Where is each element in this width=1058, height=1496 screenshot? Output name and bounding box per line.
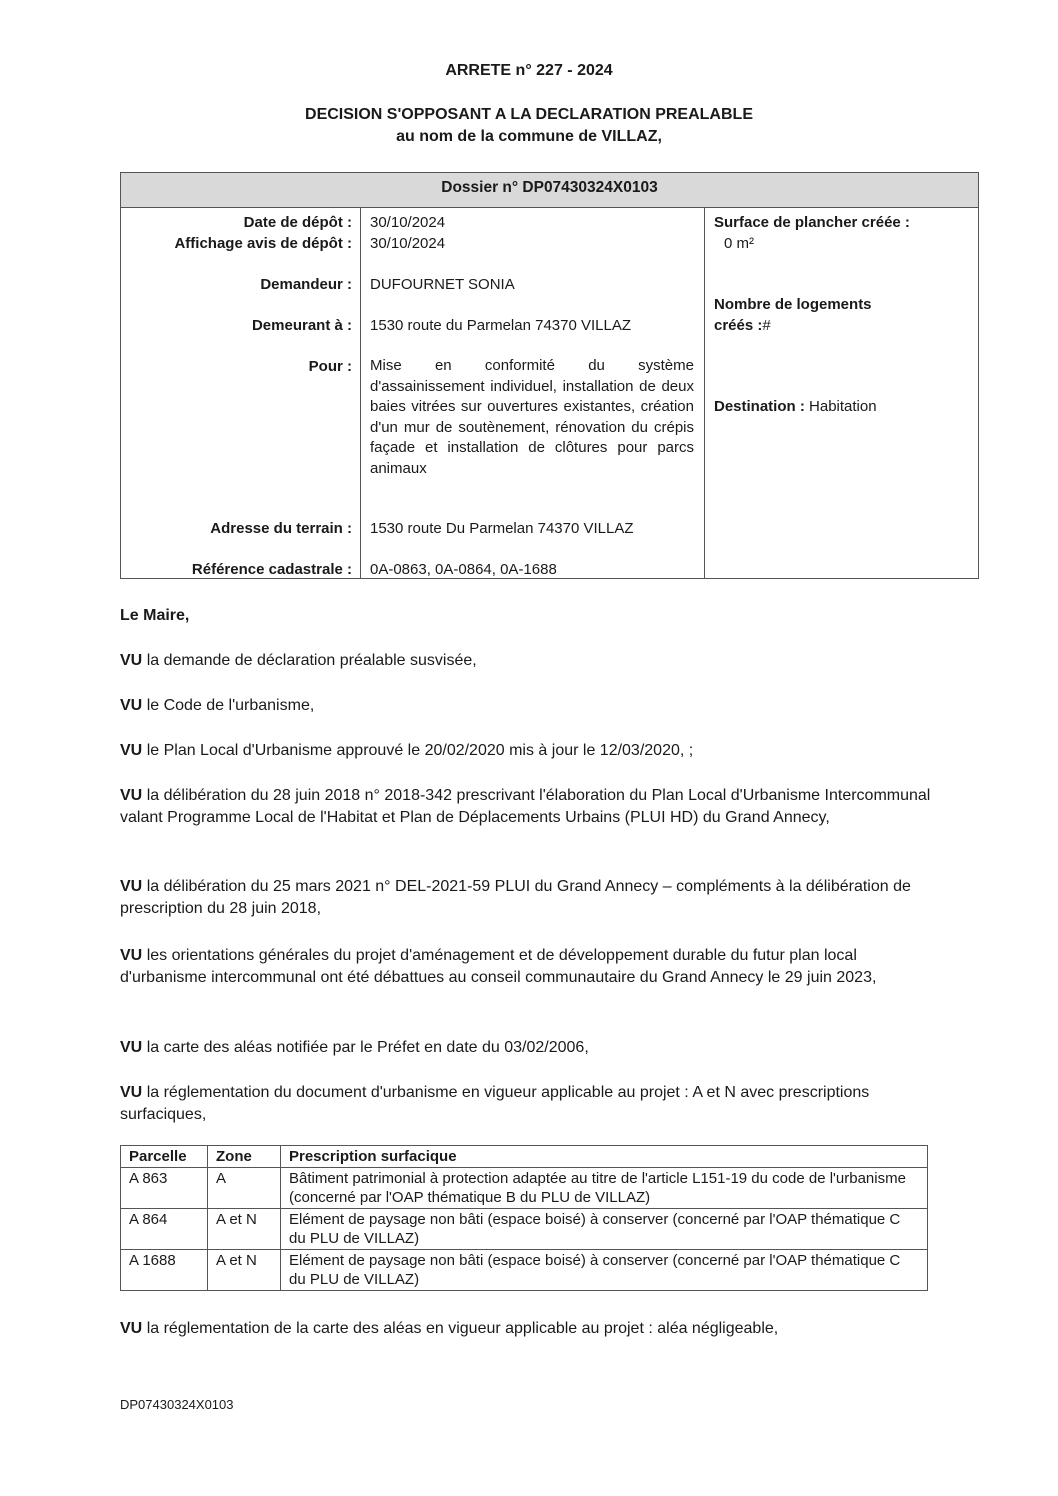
table-row [121, 1250, 928, 1291]
vu-paragraph [120, 1318, 932, 1340]
vu-keyword: VU [120, 1084, 143, 1101]
vu-keyword: VU [120, 1320, 143, 1337]
label-demeurant: Demeurant à : [251, 317, 352, 334]
vu-text: la carte des aléas notifiée par le Préfet en date du 03/02/2006, [146, 1039, 589, 1056]
vu-paragraph [120, 740, 932, 762]
table-cell: A et N [208, 1250, 281, 1291]
column-header: Zone [208, 1146, 281, 1168]
value-demeurant: 1530 route du Parmelan 74370 VILLAZ [370, 317, 632, 334]
vu-keyword: VU [120, 742, 143, 759]
label-date-depot: Date de dépôt : [243, 214, 352, 231]
table-row [121, 1209, 928, 1250]
vu-text: la délibération du 28 juin 2018 n° 2018-342 prescrivant l'élaboration du Plan Local d'Urbanisme Intercommunal valant Programme Local de l'Habitat et Plan de Déplacements Urbains (PLUI HD) du Grand Annecy, [120, 787, 931, 826]
footer-reference: DP07430324X0103 [120, 1397, 234, 1412]
table-cell: A 863 [121, 1168, 208, 1209]
vu-keyword: VU [120, 878, 143, 895]
vu-keyword: VU [120, 697, 143, 714]
vu-paragraph [120, 695, 932, 717]
vu-text: les orientations générales du projet d'aménagement et de développement durable du futur plan local d'urbanisme intercommunal ont été débattues au conseil communautaire du Grand Annecy le 29 juin 2023, [120, 947, 877, 986]
vu-keyword: VU [120, 787, 143, 804]
label-reference: Référence cadastrale : [191, 561, 352, 578]
table-cell: A 864 [121, 1209, 208, 1250]
vu-text: la réglementation de la carte des aléas en vigueur applicable au projet : aléa négligeable, [146, 1320, 779, 1337]
logements-label-line1: Nombre de logements [714, 296, 872, 313]
vu-paragraph [120, 1082, 932, 1126]
table-row [121, 1168, 928, 1209]
surface-value: 0 m² [724, 235, 754, 252]
vu-keyword: VU [120, 652, 143, 669]
vu-keyword: VU [120, 947, 143, 964]
column-header: Parcelle [121, 1146, 208, 1168]
destination-line [714, 398, 877, 415]
value-affichage: 30/10/2024 [370, 235, 446, 252]
logements-label-line2: créés : [714, 317, 763, 334]
maire-heading: Le Maire, [120, 607, 190, 624]
zones-table [120, 1145, 928, 1291]
vu-keyword: VU [120, 1039, 143, 1056]
vu-text: la délibération du 25 mars 2021 n° DEL-2021-59 PLUI du Grand Annecy – compléments à la délibération de prescription du 28 juin 2018, [120, 878, 911, 917]
value-demandeur: DUFOURNET SONIA [370, 276, 515, 293]
vu-paragraph [120, 650, 932, 672]
label-pour: Pour : [308, 358, 352, 375]
value-reference: 0A-0863, 0A-0864, 0A-1688 [370, 561, 557, 578]
table-header-row [121, 1146, 928, 1168]
table-cell: A et N [208, 1209, 281, 1250]
vu-paragraph [120, 945, 932, 989]
logements-line2 [714, 317, 771, 334]
destination-label: Destination : [714, 398, 805, 415]
table-cell: A [208, 1168, 281, 1209]
table-cell: Elément de paysage non bâti (espace boisé) à conserver (concerné par l'OAP thématique C du PLU de VILLAZ) [281, 1209, 928, 1250]
column-header: Prescription surfacique [281, 1146, 928, 1168]
commune-subtitle: au nom de la commune de VILLAZ, [396, 128, 662, 145]
vu-paragraph [120, 876, 932, 920]
value-pour: Mise en conformité du système d'assainissement individuel, installation de deux baies vitrées sur ouvertures existantes, création d'un mur de soutènement, rénovation du crépis façade et installation de clôtures pour parcs animaux [370, 357, 694, 477]
destination-value: Habitation [809, 398, 877, 415]
dossier-heading: Dossier n° DP07430324X0103 [121, 173, 978, 208]
vu-text: la réglementation du document d'urbanisme en vigueur applicable au projet : A et N avec prescriptions surfaciques, [120, 1084, 870, 1123]
table-cell: Bâtiment patrimonial à protection adaptée au titre de l'article L151-19 du code de l'urbanisme (concerné par l'OAP thématique B du PLU de VILLAZ) [281, 1168, 928, 1209]
document-title: ARRETE n° 227 - 2024 [445, 62, 613, 79]
vu-text: le Plan Local d'Urbanisme approuvé le 20/02/2020 mis à jour le 12/03/2020, ; [146, 742, 694, 759]
vu-paragraph [120, 1037, 932, 1059]
dossier-box [120, 172, 979, 579]
column-divider [704, 207, 705, 578]
column-divider [360, 207, 361, 578]
surface-label: Surface de plancher créée : [714, 214, 910, 231]
table-cell: Elément de paysage non bâti (espace boisé) à conserver (concerné par l'OAP thématique C du PLU de VILLAZ) [281, 1250, 928, 1291]
vu-text: la demande de déclaration préalable susvisée, [146, 652, 477, 669]
value-adresse: 1530 route Du Parmelan 74370 VILLAZ [370, 520, 634, 537]
label-affichage: Affichage avis de dépôt : [174, 235, 352, 252]
label-demandeur: Demandeur : [260, 276, 352, 293]
decision-title: DECISION S'OPPOSANT A LA DECLARATION PREALABLE [305, 106, 753, 123]
vu-text: le Code de l'urbanisme, [146, 697, 315, 714]
labels-column [121, 207, 352, 578]
table-cell: A 1688 [121, 1250, 208, 1291]
vu-paragraph [120, 785, 932, 829]
logements-value: # [762, 317, 771, 334]
label-adresse: Adresse du terrain : [210, 520, 352, 537]
value-date-depot: 30/10/2024 [370, 214, 446, 231]
